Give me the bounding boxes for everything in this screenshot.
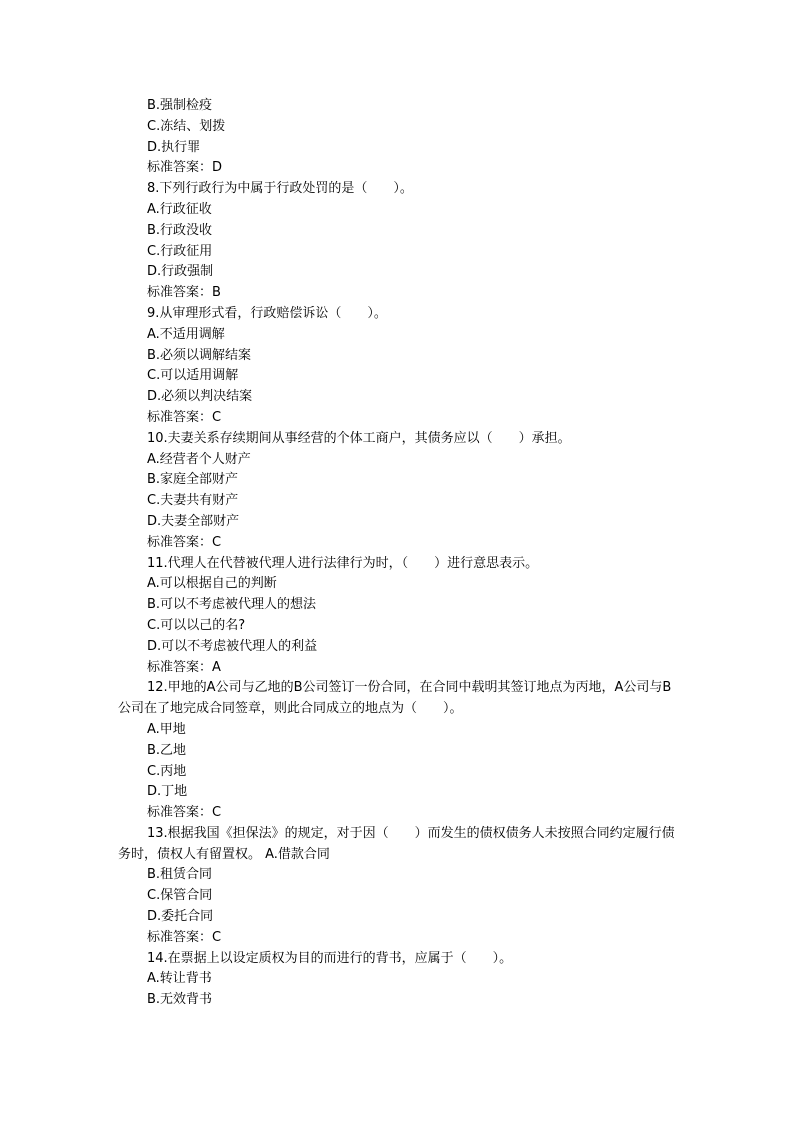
option-line: D.行政强制 [147, 264, 214, 280]
option-line: C.丙地 [147, 763, 187, 779]
answer-line: 标准答案：A [147, 659, 221, 675]
question-line: 12.甲地的A公司与乙地的B公司签订一份合同，在合同中载明其签订地点为丙地，A公司与B公司在了地完成合同签章，则此合同成立的地点为（ ）。 [118, 680, 672, 717]
question-list [0, 96, 794, 1011]
option-line: B.租赁合同 [147, 867, 213, 883]
option-line: C.可以以己的名? [147, 617, 246, 633]
answer-line: 标准答案：C [147, 409, 222, 425]
answer-line: 标准答案：D [147, 160, 223, 176]
question-line: 8.下列行政行为中属于行政处罚的是（ ）。 [147, 181, 413, 197]
option-line: C.冻结、划拨 [147, 118, 226, 134]
option-line: C.夫妻共有财产 [147, 493, 239, 509]
option-line: B.必须以调解结案 [147, 347, 252, 363]
answer-line: 标准答案：B [147, 285, 221, 301]
question-line: 14.在票据上以设定质权为目的而进行的背书，应属于（ ）。 [147, 950, 513, 966]
option-line: D.执行罪 [147, 139, 201, 155]
option-line: A.转让背书 [147, 971, 212, 987]
option-line: C.行政征用 [147, 243, 213, 259]
question-line: 10.夫妻关系存续期间从事经营的个体工商户，其债务应以（ ）承担。 [147, 430, 571, 446]
option-line: B.无效背书 [147, 992, 213, 1008]
option-line: D.可以不考虑被代理人的利益 [147, 638, 318, 654]
option-line: B.乙地 [147, 742, 187, 758]
option-line: D.夫妻全部财产 [147, 513, 240, 529]
question-line: 13.根据我国《担保法》的规定，对于因（ ）而发生的债权债务人未按照合同约定履行债务时，债权人有留置权。 A.借款合同 [118, 825, 675, 862]
option-line: C.保管合同 [147, 888, 213, 904]
answer-line: 标准答案：C [147, 534, 222, 550]
option-line: A.行政征收 [147, 201, 212, 217]
question-line: 11.代理人在代替被代理人进行法律行为时，（ ）进行意思表示。 [147, 555, 539, 571]
answer-line: 标准答案：C [147, 929, 222, 945]
option-line: D.必须以判决结案 [147, 389, 253, 405]
option-line: B.可以不考虑被代理人的想法 [147, 597, 317, 613]
option-line: A.不适用调解 [147, 326, 225, 342]
option-line: D.丁地 [147, 784, 188, 800]
answer-line: 标准答案：C [147, 805, 222, 821]
option-line: C.可以适用调解 [147, 368, 239, 384]
option-line: A.甲地 [147, 721, 186, 737]
option-line: B.行政没收 [147, 222, 213, 238]
option-line: B.强制检疫 [147, 98, 213, 113]
option-line: B.家庭全部财产 [147, 472, 239, 488]
option-line: A.可以根据自己的判断 [147, 576, 277, 592]
question-line: 9.从审理形式看，行政赔偿诉讼（ ）。 [147, 305, 387, 321]
option-line: D.委托合同 [147, 909, 214, 925]
option-line: A.经营者个人财产 [147, 451, 251, 467]
